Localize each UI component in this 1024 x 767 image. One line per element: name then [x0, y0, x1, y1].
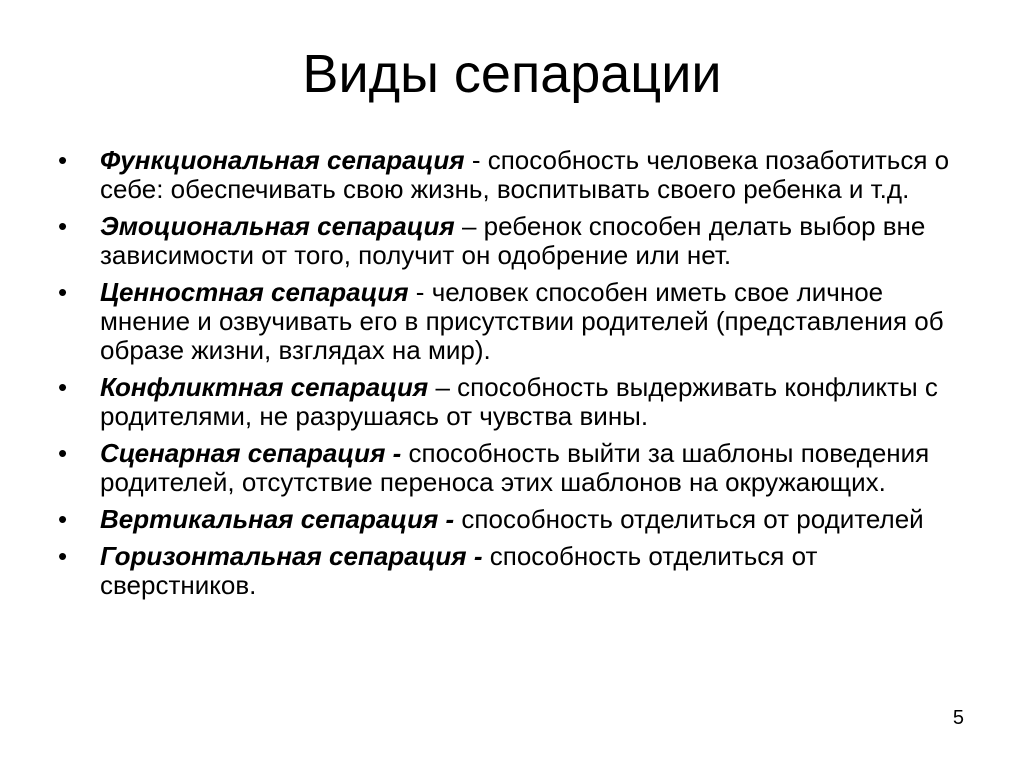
definition: ребенок способен делать выбор вне зависимости от того, получит он одобрение или нет. [100, 211, 926, 270]
term: Ценностная сепарация [100, 277, 409, 307]
term: Эмоциональная сепарация [100, 211, 455, 241]
separator: – [454, 211, 484, 241]
slide-title: Виды сепарации [302, 44, 722, 104]
term: Горизонтальная сепарация - [100, 541, 483, 571]
bullet-icon: • [58, 277, 68, 307]
bullet-list [58, 146, 958, 608]
term: Функциональная сепарация [100, 145, 465, 175]
separator: - [408, 277, 432, 307]
list-item [58, 439, 958, 497]
bullet-icon: • [58, 504, 68, 534]
separator [401, 438, 408, 468]
definition: способность выдерживать конфликты с родителями, не разрушаясь от чувства вины. [100, 372, 938, 431]
list-item [58, 212, 958, 270]
bullet-icon: • [58, 145, 68, 175]
bullet-icon: • [58, 372, 68, 402]
page-number: 5 [952, 707, 964, 729]
definition: способность отделиться от родителей [461, 504, 924, 534]
bullet-icon: • [58, 541, 68, 571]
list-item [58, 373, 958, 431]
definition: способность отделиться от сверстников. [100, 541, 818, 600]
list-item [58, 542, 958, 600]
definition: человек способен иметь свое личное мнение и озвучивать его в присутствии родителей (представления об образе жизни, взглядах на мир). [100, 277, 944, 365]
bullet-icon: • [58, 211, 68, 241]
definition: способность выйти за шаблоны поведения родителей, отсутствие переноса этих шаблонов на окружающих. [100, 438, 930, 497]
separator: - [464, 145, 488, 175]
definition: способность человека позаботиться о себе: обеспечивать свою жизнь, воспитывать своего ребенка и т.д. [100, 145, 950, 204]
separator: – [428, 372, 458, 402]
separator [483, 541, 490, 571]
term: Вертикальная сепарация - [100, 504, 455, 534]
bullet-icon: • [58, 438, 68, 468]
list-item [58, 146, 958, 204]
list-item [58, 505, 958, 534]
list-item [58, 278, 958, 365]
term: Сценарная сепарация - [100, 438, 402, 468]
term: Конфликтная сепарация [100, 372, 429, 402]
